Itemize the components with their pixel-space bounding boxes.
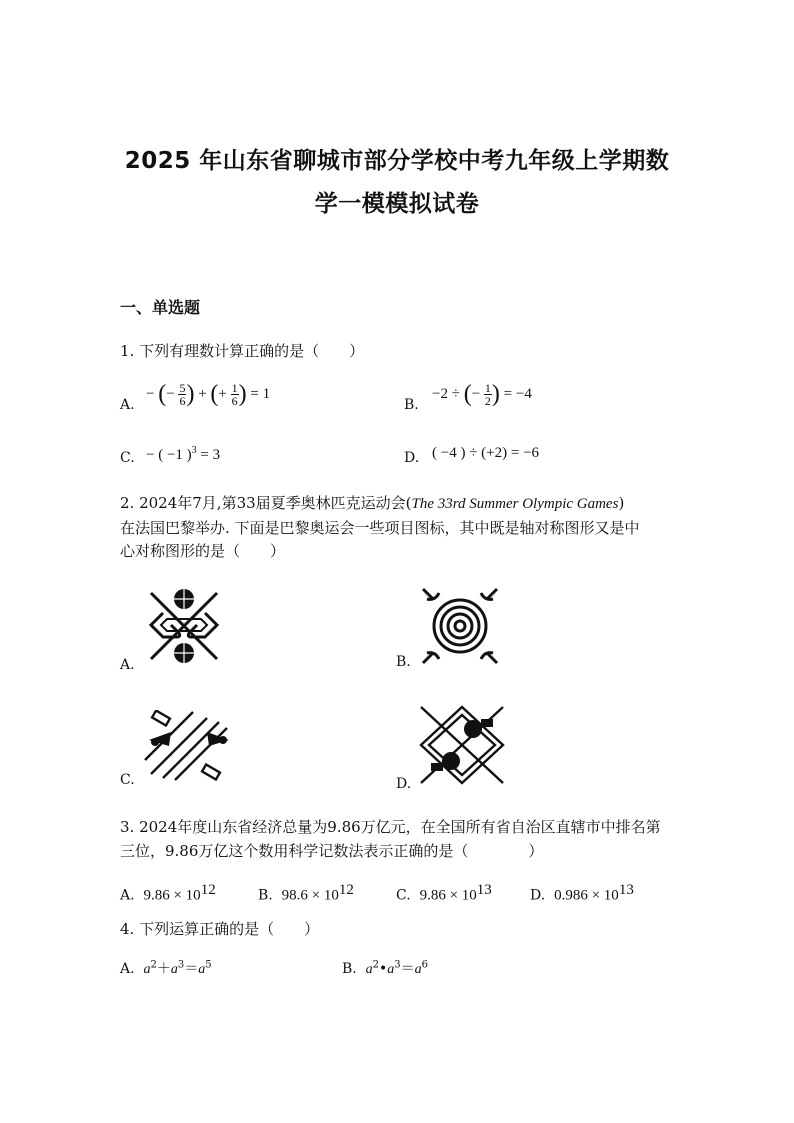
page-title-line1: 2025 年山东省聊城市部分学校中考九年级上学期数 — [124, 148, 670, 174]
q2-option-a-label: A. — [120, 657, 135, 673]
question-3-line2: 三位，9.86万亿这个数用科学记数法表示正确的是（ ） — [120, 842, 544, 860]
badminton-icon — [143, 710, 233, 782]
q1-option-b-label: B. — [404, 397, 419, 413]
boxing-icon — [419, 705, 505, 785]
q3-option-a: A. $9.86 \times 10^{12}$ — [120, 882, 216, 904]
q2-option-c-label: C. — [120, 772, 135, 788]
q3-option-c: C. $9.86 \times 10^{13}$ — [396, 882, 492, 904]
q2-option-b-label: B. — [396, 654, 411, 670]
q1-option-d-label: D. — [404, 450, 420, 466]
page-title-line2: 学一模模拟试卷 — [314, 191, 480, 217]
basketball-icon — [143, 585, 225, 667]
q1-option-a-expr: − (− $\frac{5}{6}$ ) + (+ $\frac{1}{6}$ ) = 1 — [146, 381, 271, 408]
q3-option-b: B. $98.6 \times 10^{12}$ — [258, 882, 354, 904]
question-3-line1: 3. 2024年度山东省经济总量为9.86万亿元，在全国所有省自治区直辖市中排名第 — [120, 818, 661, 836]
question-1-stem: 1. 下列有理数计算正确的是（ ） — [120, 342, 365, 360]
q1-option-c-label: C. — [120, 450, 135, 466]
q4-option-b: B. $a^2•a^3=a^6$ — [342, 959, 429, 977]
q1-option-d-expr: ( −4 ) ÷ (+2) = −6 — [432, 445, 540, 461]
question-2-line2: 在法国巴黎举办. 下面是巴黎奥运会一些项目图标，其中既是轴对称图形又是中 — [120, 519, 640, 537]
q4-option-a: A. $a^2+a^3=a^5$ — [120, 959, 212, 977]
archery-target-icon — [419, 585, 501, 667]
q1-option-a-label: A. — [120, 397, 135, 413]
section-heading: 一、单选题 — [120, 298, 201, 317]
question-2-line1: 2. 2024年7月,第33届夏季奥林匹克运动会(The 33rd Summer Olympic Games) — [120, 494, 625, 512]
question-2-line3: 心对称图形的是（ ） — [120, 542, 286, 560]
q3-option-d: D. $0.986 \times 10^{13}$ — [530, 882, 634, 904]
q1-option-b-expr: −2 ÷ (− $\frac{1}{2}$ ) = −4 — [432, 381, 532, 408]
q1-option-c-expr: − ( −1 )$^3$ = 3 — [146, 445, 221, 463]
q2-option-d-label: D. — [396, 776, 412, 792]
question-4-stem: 4. 下列运算正确的是（ ） — [120, 920, 320, 938]
